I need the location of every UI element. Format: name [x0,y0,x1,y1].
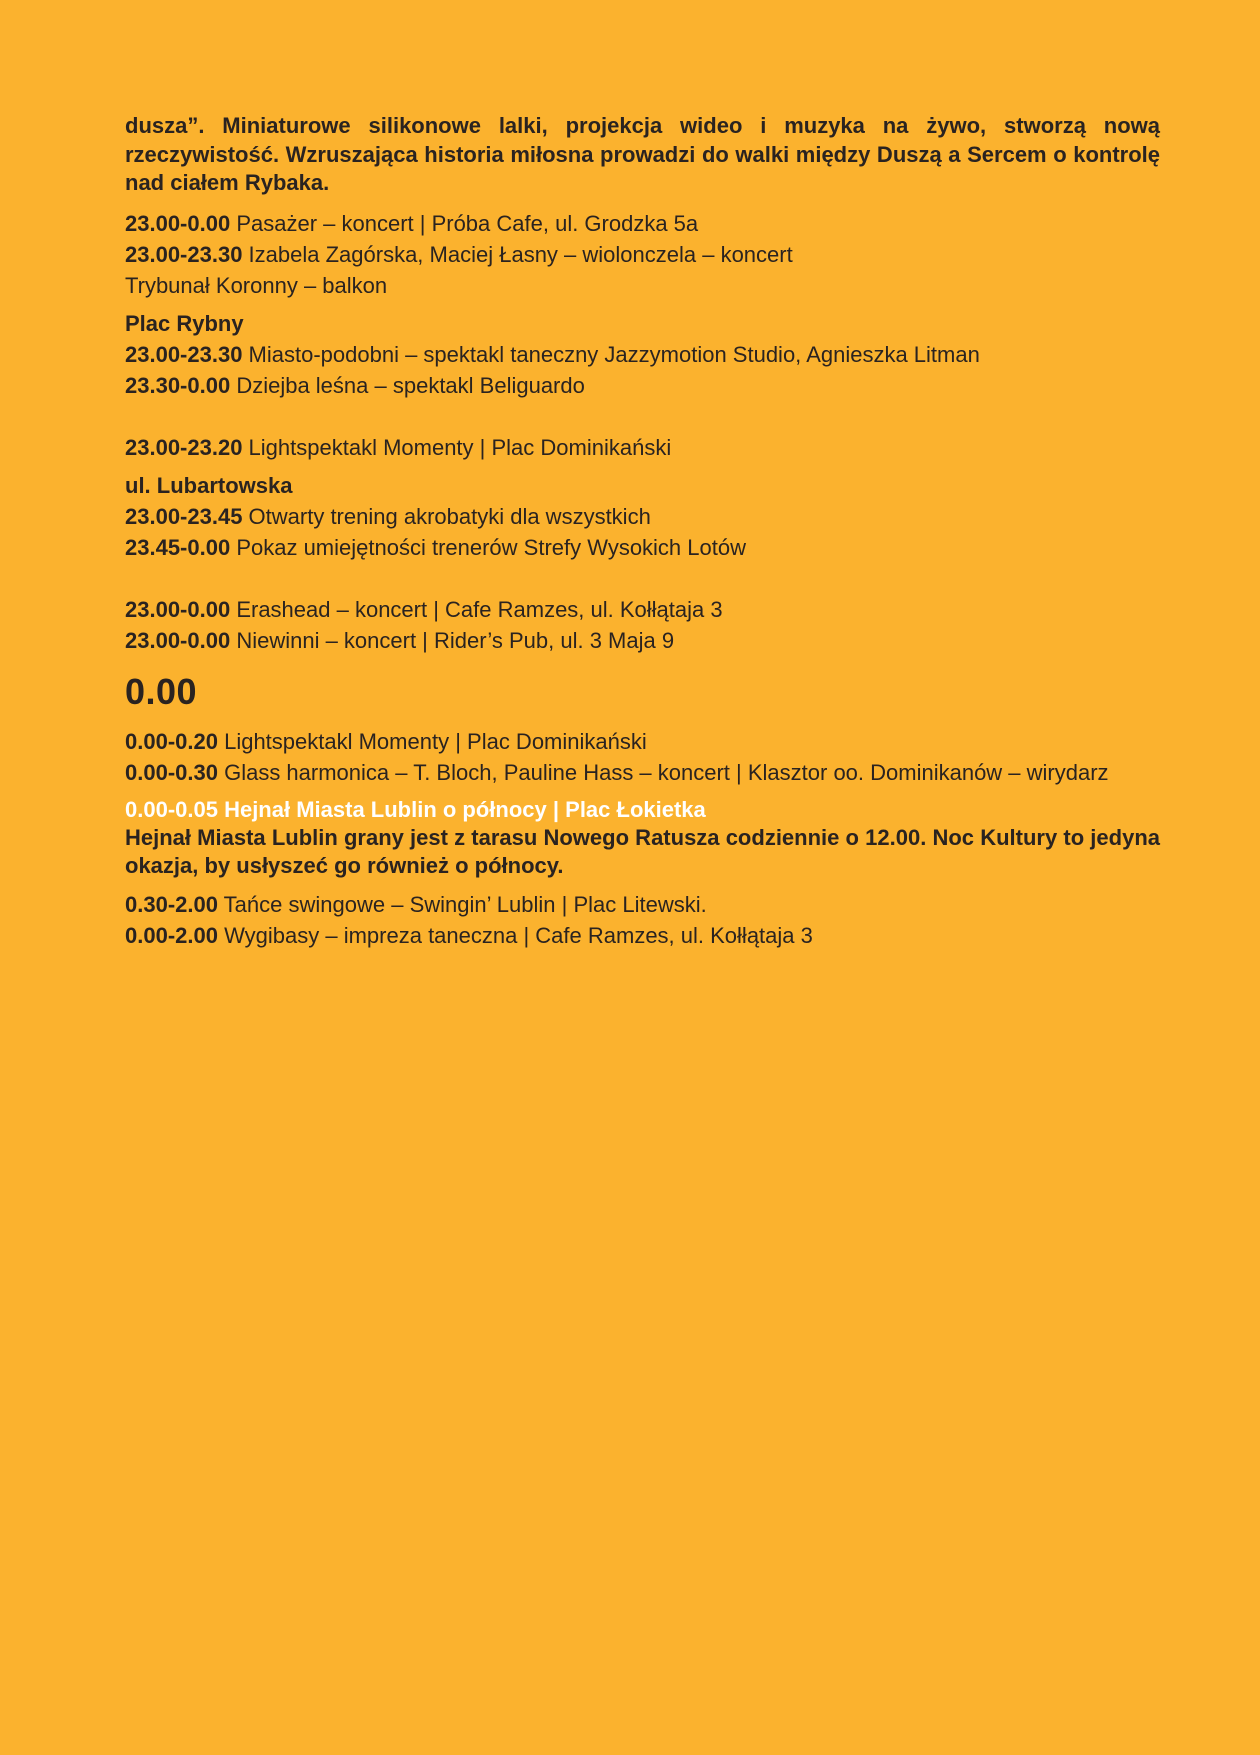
hejnal-title: 0.00-0.05 Hejnał Miasta Lublin o północy | Plac Łokietka [125,796,706,822]
midnight-heading: 0.00 [125,670,198,712]
spacer [125,401,1160,432]
event-text: Glass harmonica – T. Bloch, Pauline Hass – koncert | Klasztor oo. Dominikanów – wirydarz [217,759,1109,785]
event-time: 23.45-0.00 [125,534,231,560]
event-text: Dziejba leśna – spektakl Beliguardo [230,372,585,398]
spacer [125,563,1160,594]
event-text: Niewinni – koncert | Rider’s Pub, ul. 3 Maja 9 [230,627,675,653]
event-time: 0.00-2.00 [125,922,218,948]
event-line [125,625,1160,656]
section-heading-plac-rybny: Plac Rybny [125,310,244,336]
event-time: 23.30-0.00 [125,372,231,398]
event-text: Tańce swingowe – Swingin’ Lublin | Plac Litewski. [217,891,707,917]
event-text: Lightspektakl Momenty | Plac Dominikański [217,728,647,754]
event-time: 23.00-0.00 [125,210,231,236]
event-time: 23.00-0.00 [125,627,231,653]
event-text: Pasażer – koncert | Próba Cafe, ul. Grodzka 5a [230,210,699,236]
event-text: Izabela Zagórska, Maciej Łasny – wiolonczela – koncert [242,241,793,267]
event-line [125,757,1160,788]
event-text: Wygibasy – impreza taneczna | Cafe Ramzes, ul. Kołłątaja 3 [217,922,813,948]
hejnal-description: Hejnał Miasta Lublin grany jest z tarasu Nowego Ratusza codziennie o 12.00. Noc Kultury to jedyna okazja, by usłyszeć go również o północy. [125,824,1160,878]
event-time: 23.00-23.20 [125,434,243,460]
event-text: Miasto-podobni – spektakl taneczny Jazzymotion Studio, Agnieszka Litman [242,341,980,367]
event-time: 23.00-0.00 [125,596,231,622]
event-time: 0.30-2.00 [125,891,218,917]
event-line [125,432,1160,463]
event-line [125,239,1160,270]
event-line [125,208,1160,239]
event-text: Pokaz umiejętności trenerów Strefy Wysokich Lotów [230,534,746,560]
event-line [125,532,1160,563]
intro-paragraph: dusza”. Miniaturowe silikonowe lalki, projekcja wideo i muzyka na żywo, stworzą nową rzeczywistość. Wzruszająca historia miłosna prowadzi do walki między Duszą a Sercem o kontrolę nad ciałem Rybaka. [125,113,1160,195]
event-line [125,920,1160,951]
event-line [125,726,1160,757]
event-text: Lightspektakl Momenty | Plac Dominikański [242,434,672,460]
event-time: 0.00-0.20 [125,728,218,754]
event-text: Otwarty trening akrobatyki dla wszystkich [242,503,651,529]
event-line [125,889,1160,920]
event-line [125,594,1160,625]
event-time: 23.00-23.30 [125,341,243,367]
event-time: 23.00-23.30 [125,241,243,267]
event-text: Erashead – koncert | Cafe Ramzes, ul. Kołłątaja 3 [230,596,723,622]
event-time: 0.00-0.30 [125,759,218,785]
event-line-continuation: Trybunał Koronny – balkon [125,272,388,298]
section-heading-lubartowska: ul. Lubartowska [125,472,293,498]
event-line [125,501,1160,532]
event-line [125,339,1160,370]
event-time: 23.00-23.45 [125,503,243,529]
event-line [125,370,1160,401]
